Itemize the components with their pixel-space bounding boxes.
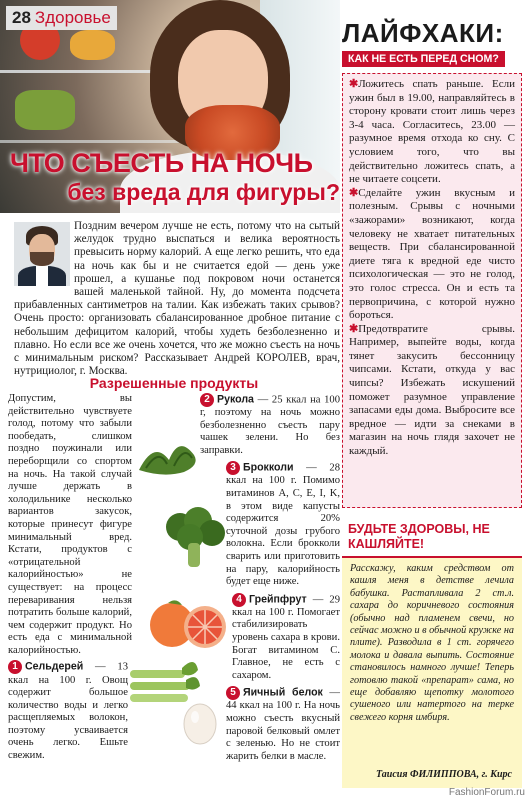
product-text: — 29 ккал на 100 г. Помогает стабилизировать уровень сахара в крови. Богат витамином С. Главное, не есть с сахаром. xyxy=(232,594,340,681)
letter-title: БУДЬТЕ ЗДОРОВЫ, НЕ КАШЛЯЙТЕ! xyxy=(342,518,522,558)
headline-subtitle: без вреда для фигуры? xyxy=(67,179,340,205)
arugula-image xyxy=(134,430,204,480)
sidebar-body xyxy=(342,73,522,508)
product-item-arugula xyxy=(190,393,340,457)
product-text: — 13 ккал на 100 г. Овощ содержит большое количество воды и легко расщепляемых волокон, поэтому усваивается очень легко. Ешьте свежим. xyxy=(8,661,128,762)
item-number-badge: 4 xyxy=(232,593,246,607)
tip-item xyxy=(349,187,515,323)
tip-text: Сделайте ужин вкусным и полезным. Срывы с ночными «зажорами» возникают, когда человеку не хватает питательных веществ. При сбалансированной диете тяга к вредной еде чисто психологическая — это не голод, это голос стресса. Он и есть та первопричина, с которой нужно бороться. xyxy=(349,186,515,322)
item-number-badge: 1 xyxy=(8,660,22,674)
product-text: — 25 ккал на 100 г, поэтому на ночь можно безболезненно съесть пару чашек зелени. Но без заправки. xyxy=(200,394,340,456)
broccoli-image xyxy=(160,505,230,570)
item-number-badge: 5 xyxy=(226,686,240,700)
product-text: — 28 ккал на 100 г. Помимо витаминов А, С, Е, I, K, в этом виде капусты содержится 20% суточной дозы грубого волокна. Если брокколи сварить или приготовить на пару, калорийность будет еще ниже. xyxy=(226,462,340,588)
asterisk-icon: ✱ xyxy=(349,322,359,335)
tip-item xyxy=(349,78,515,187)
tip-text: Предотвратите срывы. Например, выпейте воды, когда тянет закусить бессонницу чипсами. Кстати, откуда у вас чипсы? Избежать искушений поможет разумное управление запасами еды дома. Выбросите все вредное — идти за снеками в магазин на ночь глядя захочет не каждый. xyxy=(349,322,515,458)
product-text: — 44 ккал на 100 г. На ночь можно съесть вкусный паровой белковый омлет с зеленью. Но не стоит жарить белки в масле. xyxy=(226,687,340,762)
products-intro-text: Допустим, вы действительно чувствуете голод, потому что забыли пообедать, слишком поздно поужинали или переборщили со спортом на ночь. На такой случай лучше держать в холодильнике несколько вариантов закусок, которые принесут фигуре минимальный вред. Кстати, продуктов с «отрицательной калорийностью» не существует: на процесс переваривания нельзя потратить больше калорий, чем содержит продукт. Но есть еда с минимальной калорийностью. xyxy=(8,393,132,656)
headline-title: ЧТО СЪЕСТЬ НА НОЧЬ xyxy=(10,148,313,178)
page-header xyxy=(6,6,117,30)
item-number-badge: 2 xyxy=(200,393,214,407)
product-item-celery xyxy=(8,660,128,762)
page-number: 28 xyxy=(12,8,31,27)
sidebar-title: ЛАЙФХАКИ: xyxy=(342,18,504,48)
intro-text: Поздним вечером лучше не есть, потому что на сытый желудок трудно выспаться и велика вероятность превысить норму калорий. А еще легко решить, что еда на ночь как бы и не считается едой — день уже прошел, а кушанье под покровом ночи останется вашей маленькой тайной. Ну, до момента подсчета прибавленных сантиметров на талии. Как избежать таких срывов? Очень просто: организовать сбалансированное дробное питание с небольшим дефицитом калорий, чтобы худеть безболезненно и плавно. Но если все же очень хочется, что же можно съесть на ночь с минимальным риском? Рассказывает Андрей КОРОЛЕВ, врач, нутрициолог, г. Москва. xyxy=(14,220,340,378)
letter-text: Расскажу, каким средством от кашля меня в детстве лечила бабушка. Растапливала 2 ст.л. сахара до коричневого состояния (обычно над пламенем свечи, но сейчас можно и в обычной кружке на плите). Разводила в 1 ст. горячего молока и давала выпить. Состояние становилось намного лучше! Теперь готовлю такой «препарат» сама, но еще добавляю щепотку молотого сушеного или натертого на терке свежего корня имбиря. xyxy=(350,563,514,723)
intro-paragraph xyxy=(14,220,340,378)
lifehacks-sidebar xyxy=(342,18,522,513)
sidebar-subtitle: КАК НЕ ЕСТЬ ПЕРЕД СНОМ? xyxy=(342,51,505,67)
article-headline xyxy=(10,148,340,206)
tip-item xyxy=(349,323,515,459)
grapefruit-image xyxy=(150,595,230,650)
product-name: Брокколи xyxy=(243,461,294,474)
letter-signature: Таисия ФИЛИППОВА, г. Кирс xyxy=(376,769,512,780)
asterisk-icon: ✱ xyxy=(349,78,359,90)
egg-image xyxy=(180,700,220,745)
section-label: Здоровье xyxy=(34,8,111,27)
products-heading: Разрешенные продукты xyxy=(89,375,259,391)
product-name: Грейпфрут xyxy=(249,593,307,606)
tip-text: Ложитесь спать раньше. Если ужин был в 19.00, направляйтесь в сторону кровати стоит лишь через 3-4 часа. Согласитесь, 23.00 — разумное время отхода ко сну. С условием того, что вы действительно ложитесь спать, а не читаете соцсети. xyxy=(349,78,515,186)
product-name: Яичный белок xyxy=(243,686,323,699)
product-name: Сельдерей xyxy=(25,660,84,673)
asterisk-icon: ✱ xyxy=(349,186,359,199)
item-number-badge: 3 xyxy=(226,461,240,475)
reader-letter-box xyxy=(342,518,522,788)
watermark: FashionForum.ru xyxy=(448,787,525,798)
product-name: Рукола xyxy=(217,393,254,406)
